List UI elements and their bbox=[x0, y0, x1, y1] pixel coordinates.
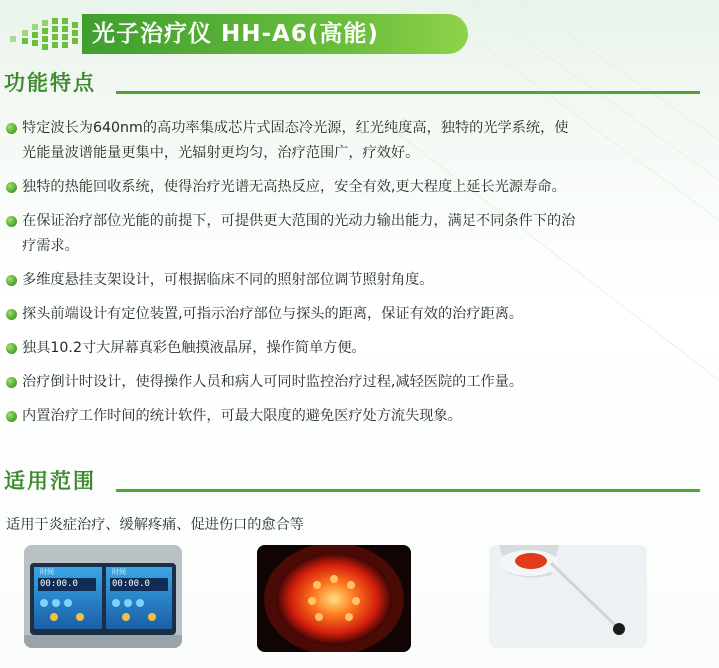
red-light-probe-photo bbox=[257, 545, 411, 652]
list-item bbox=[6, 175, 706, 200]
bullet-icon bbox=[6, 411, 17, 422]
section-title-features: 功能特点 bbox=[4, 71, 96, 95]
section-title-scope: 适用范围 bbox=[4, 469, 96, 493]
scope-description: 适用于炎症治疗、缓解疼痛、促进伤口的愈合等 bbox=[6, 517, 304, 533]
list-item-line: 在保证治疗部位光能的前提下，可提供更大范围的光动力输出能力，满足不同条件下的治 bbox=[22, 213, 576, 229]
list-item-line: 疗需求。 bbox=[22, 238, 79, 254]
pixel-grid-icon bbox=[8, 16, 78, 52]
screen-label: 时间 bbox=[112, 568, 126, 576]
list-item bbox=[6, 404, 706, 429]
page-title: 光子治疗仪 HH-A6(高能) bbox=[92, 21, 379, 47]
bullet-icon bbox=[6, 343, 17, 354]
bullet-icon bbox=[6, 182, 17, 193]
list-item-line: 治疗倒计时设计，使得操作人员和病人可同时监控治疗过程,减轻医院的工作量。 bbox=[22, 374, 524, 390]
list-item-line: 内置治疗工作时间的统计软件，可最大限度的避免医疗处方流失现象。 bbox=[22, 408, 462, 424]
timer-readout: 00:00.0 bbox=[112, 579, 150, 589]
list-item bbox=[6, 116, 706, 166]
list-item bbox=[6, 209, 706, 259]
list-item-line: 多维度悬挂支架设计，可根据临床不同的照射部位调节照射角度。 bbox=[22, 272, 434, 288]
section-header-features bbox=[4, 68, 704, 98]
list-item bbox=[6, 370, 706, 395]
header-banner bbox=[0, 6, 470, 58]
list-item-line: 特定波长为640nm的高功率集成芯片式固态冷光源，红光纯度高，独特的光学系统，使 bbox=[22, 120, 569, 136]
bullet-icon bbox=[6, 123, 17, 134]
list-item-line: 光能量波谱能量更集中，光辐射更均匀，治疗范围广，疗效好。 bbox=[22, 145, 420, 161]
list-item-line: 独具10.2寸大屏幕真彩色触摸液晶屏，操作简单方便。 bbox=[22, 340, 366, 356]
list-item-line: 独特的热能回收系统，使得治疗光谱无高热反应，安全有效,更大程度上延长光源寿命。 bbox=[22, 179, 566, 195]
timer-readout: 00:00.0 bbox=[40, 579, 78, 589]
section-header-scope bbox=[4, 466, 704, 496]
probe-head-photo bbox=[489, 545, 647, 648]
section-divider bbox=[116, 91, 700, 94]
bullet-icon bbox=[6, 309, 17, 320]
screen-label: 时间 bbox=[40, 568, 54, 576]
bullet-icon bbox=[6, 377, 17, 388]
bullet-icon bbox=[6, 216, 17, 227]
bullet-icon bbox=[6, 275, 17, 286]
feature-list bbox=[6, 116, 706, 438]
section-divider bbox=[116, 489, 700, 492]
list-item bbox=[6, 302, 706, 327]
list-item-line: 探头前端设计有定位装置,可指示治疗部位与探头的距离，保证有效的治疗距离。 bbox=[22, 306, 524, 322]
list-item bbox=[6, 336, 706, 361]
touchscreen-photo bbox=[24, 545, 182, 648]
list-item bbox=[6, 268, 706, 293]
